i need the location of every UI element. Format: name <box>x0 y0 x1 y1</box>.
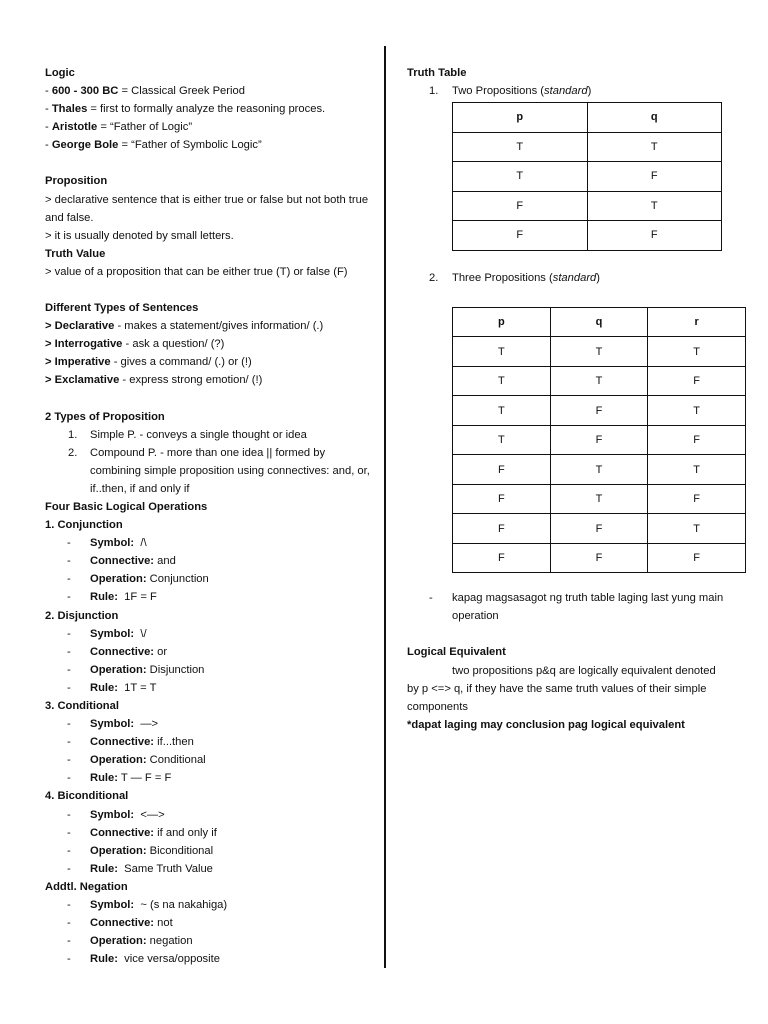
operation-detail: - Connective: or <box>67 645 168 658</box>
table-cell: T <box>453 337 551 367</box>
sentence-type: > Imperative - gives a command/ (.) or (!) <box>45 356 252 369</box>
truth-value-definition: > value of a proposition that can be either true (T) or false (F) <box>45 265 348 278</box>
table-cell: F <box>550 514 648 544</box>
operation-title: 2. Disjunction <box>45 609 119 622</box>
proposition-note: > it is usually denoted by small letters. <box>45 229 234 242</box>
table-cell: T <box>453 366 551 396</box>
table-row <box>453 455 746 485</box>
sentence-type: > Exclamative - express strong emotion/ (!) <box>45 374 263 387</box>
table-cell: T <box>587 132 722 162</box>
table-cell: F <box>550 425 648 455</box>
logic-line: - 600 - 300 BC = Classical Greek Period <box>45 85 245 98</box>
column-divider <box>384 46 386 968</box>
operation-detail: - Symbol: \/ <box>67 627 147 640</box>
truth-value-heading: Truth Value <box>45 247 106 260</box>
table-cell: F <box>453 455 551 485</box>
two-propositions-label: 1. Two Propositions (standard) <box>429 85 592 98</box>
table-cell: F <box>550 543 648 573</box>
table-cell: F <box>453 514 551 544</box>
operation-title: 1. Conjunction <box>45 519 123 532</box>
proposition-heading: Proposition <box>45 175 108 188</box>
operation-detail: - Symbol: —> <box>67 718 159 731</box>
operation-detail: - Operation: Biconditional <box>67 844 214 857</box>
sentence-type: > Declarative - makes a statement/gives information/ (.) <box>45 320 324 333</box>
two-proposition-table <box>452 102 722 251</box>
table-cell: T <box>453 162 588 192</box>
list-item: 1. Simple P. - conveys a single thought or idea <box>68 428 307 441</box>
logic-line: - George Bole = “Father of Symbolic Logic” <box>45 139 262 152</box>
table-header-cell: r <box>648 307 746 337</box>
equivalent-text: two propositions p&q are logically equivalent denoted by p <=> q, if they have the same truth values of their simple components <box>407 664 716 713</box>
table-cell: F <box>453 221 588 251</box>
table-row <box>453 221 722 251</box>
logic-line: - Aristotle = “Father of Logic” <box>45 121 193 134</box>
table-cell: F <box>453 543 551 573</box>
table-cell: F <box>648 543 746 573</box>
table-row <box>453 366 746 396</box>
operation-detail: - Connective: and <box>67 555 176 568</box>
sentences-heading: Different Types of Sentences <box>45 302 199 315</box>
table-cell: F <box>648 425 746 455</box>
table-row <box>453 132 722 162</box>
list-item: 2. Compound P. - more than one idea || formed by combining simple proposition using connectives: and, or, if..then, if and only if <box>68 446 370 495</box>
equivalent-heading: Logical Equivalent <box>407 646 506 659</box>
operation-detail: - Operation: Disjunction <box>67 663 205 676</box>
table-cell: T <box>648 396 746 426</box>
operation-detail: - Symbol: ~ (s na nakahiga) <box>67 899 228 912</box>
table-row <box>453 337 746 367</box>
logic-line: - Thales = first to formally analyze the reasoning proces. <box>45 103 326 116</box>
three-propositions-label: 2. Three Propositions (standard) <box>429 271 601 284</box>
truth-table-note: - kapag magsasagot ng truth table laging last yung main operation <box>429 592 724 623</box>
operation-detail: - Rule: 1T = T <box>67 681 157 694</box>
operations-heading: Four Basic Logical Operations <box>45 500 208 513</box>
operation-detail: - Symbol: /\ <box>67 537 147 550</box>
operation-detail: - Rule: T — F = F <box>67 772 172 785</box>
table-cell: T <box>587 191 722 221</box>
table-cell: T <box>453 396 551 426</box>
table-cell: F <box>550 396 648 426</box>
table-header-cell: p <box>453 307 551 337</box>
table-cell: T <box>550 484 648 514</box>
sentence-type: > Interrogative - ask a question/ (?) <box>45 338 225 351</box>
table-header-cell: q <box>550 307 648 337</box>
proposition-definition: > declarative sentence that is either true or false but not both true and false. <box>45 193 369 224</box>
proposition-types-heading: 2 Types of Proposition <box>45 410 165 423</box>
table-header-cell: p <box>453 103 588 133</box>
operation-detail: - Symbol: <—> <box>67 808 165 821</box>
operation-detail: - Rule: 1F = F <box>67 591 157 604</box>
table-header-cell: q <box>587 103 722 133</box>
logic-heading: Logic <box>45 67 75 79</box>
table-cell: T <box>550 337 648 367</box>
table-cell: F <box>587 221 722 251</box>
operation-detail: - Connective: if...then <box>67 736 194 749</box>
table-row <box>453 191 722 221</box>
operation-title: 4. Biconditional <box>45 790 129 803</box>
table-row <box>453 396 746 426</box>
table-cell: F <box>648 366 746 396</box>
three-proposition-table <box>452 307 746 574</box>
equivalent-note: *dapat laging may conclusion pag logical equivalent <box>407 718 685 731</box>
operation-detail: - Rule: Same Truth Value <box>67 862 213 875</box>
table-cell: T <box>648 455 746 485</box>
table-cell: F <box>453 191 588 221</box>
operation-title: Addtl. Negation <box>45 880 128 893</box>
table-row <box>453 425 746 455</box>
table-cell: T <box>648 337 746 367</box>
table-cell: T <box>453 132 588 162</box>
table-cell: F <box>453 484 551 514</box>
operation-detail: - Operation: Conditional <box>67 754 206 767</box>
table-cell: T <box>550 366 648 396</box>
table-cell: F <box>587 162 722 192</box>
operation-detail: - Connective: if and only if <box>67 826 217 839</box>
table-row <box>453 162 722 192</box>
truth-table-heading: Truth Table <box>407 67 467 79</box>
operation-detail: - Connective: not <box>67 917 173 930</box>
table-cell: F <box>648 484 746 514</box>
right-column <box>407 64 737 734</box>
operation-detail: - Rule: vice versa/opposite <box>67 953 220 966</box>
table-row <box>453 484 746 514</box>
table-cell: T <box>648 514 746 544</box>
operation-title: 3. Conditional <box>45 700 119 712</box>
table-row <box>453 543 746 573</box>
table-row <box>453 514 746 544</box>
left-column <box>45 64 370 968</box>
operation-detail: - Operation: negation <box>67 935 193 948</box>
operations-list <box>45 516 370 968</box>
table-cell: T <box>453 425 551 455</box>
operation-detail: - Operation: Conjunction <box>67 573 209 586</box>
table-cell: T <box>550 455 648 485</box>
